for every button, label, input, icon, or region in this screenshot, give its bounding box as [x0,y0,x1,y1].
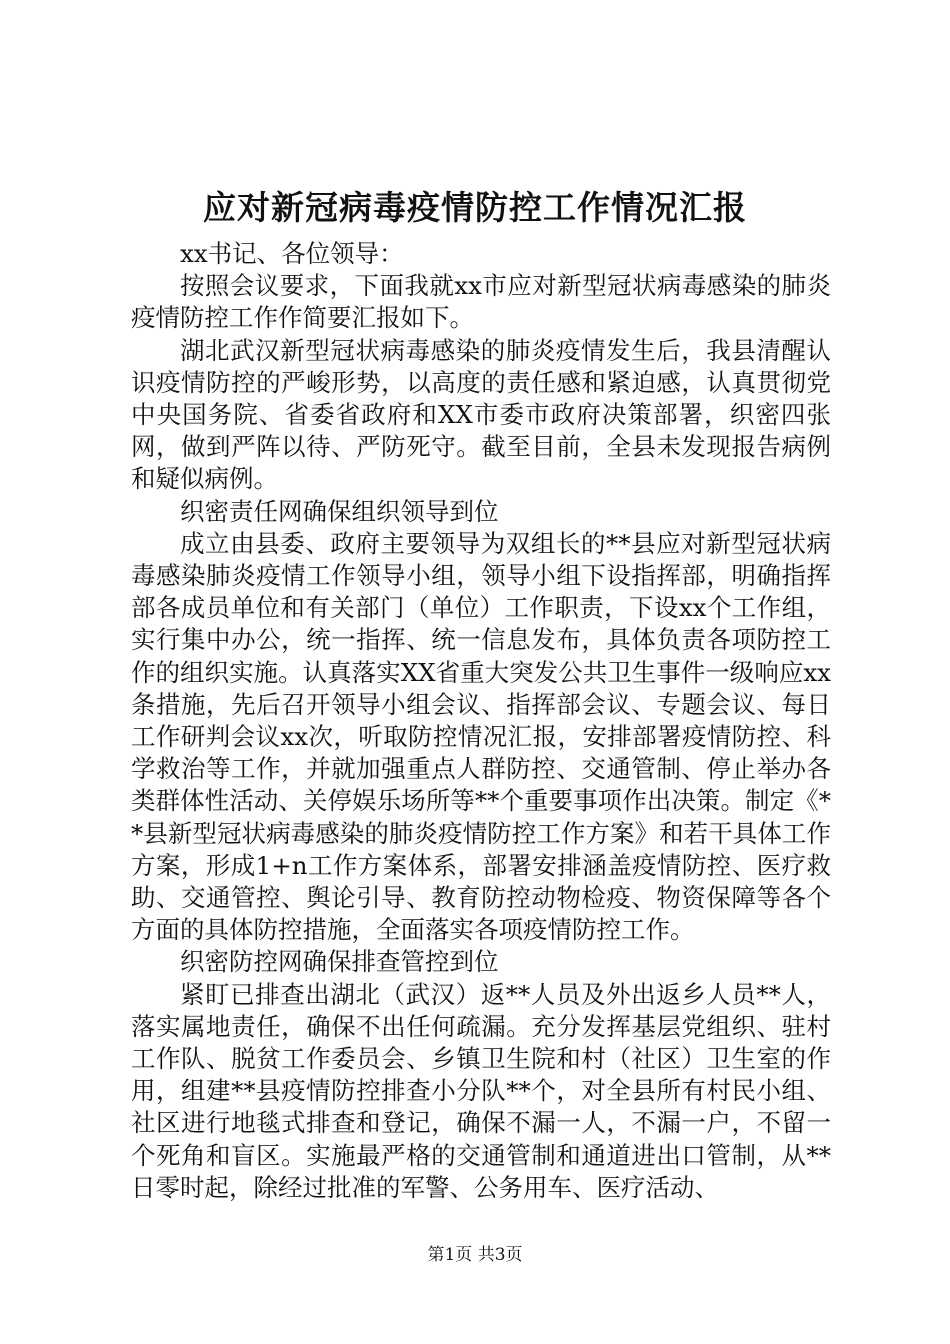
responsibility-paragraph: 成立由县委、政府主要领导为双组长的**县应对新型冠状病毒感染肺炎疫情工作领导小组，领导小组下设指挥部，明确指挥部各成员单位和有关部门（单位）工作职责，下设xx个工作组，实行集中办公，统一指挥、统一信息发布，具体负责各项防控工作的组织实施。认真落实XX省重大突发公共卫生事件一级响应xx条措施，先后召开领导小组会议、指挥部会议、专题会议、每日工作研判会议xx次，听取防控情况汇报，安排部署疫情防控、科学救治等工作，并就加强重点人群防控、交通管制、停止举办各类群体性活动、关停娱乐场所等**个重要事项作出决策。制定《**县新型冠状病毒感染的肺炎疫情防控工作方案》和若干具体工作方案，形成1+n工作方案体系，部署安排涵盖疫情防控、医疗救助、交通管控、舆论引导、教育防控动物检疫、物资保障等各个方面的具体防控措施，全面落实各项疫情防控工作。 [131,528,831,945]
section-heading-prevention: 织密防控网确保排查管控到位 [180,947,499,977]
intro-paragraph: 按照会议要求，下面我就xx市应对新型冠状病毒感染的肺炎疫情防控工作作简要汇报如下。 [131,271,831,333]
section-heading-responsibility: 织密责任网确保组织领导到位 [180,496,499,526]
salutation-paragraph: xx书记、各位领导： [180,239,404,268]
document-title: 应对新冠病毒疫情防控工作情况汇报 [203,188,747,227]
page-indicator: 第1页 共3页 [427,1245,523,1265]
document-body [131,238,831,1204]
overview-paragraph: 湖北武汉新型冠状病毒感染的肺炎疫情发生后，我县清醒认识疫情防控的严峻形势，以高度的责任感和紧迫感，认真贯彻党中央国务院、省委省政府和XX市委市政府决策部署，织密四张网，做到严阵以待、严防死守。截至目前，全县未发现报告病例和疑似病例。 [131,335,831,494]
prevention-paragraph: 紧盯已排查出湖北（武汉）返**人员及外出返乡人员**人，落实属地责任，确保不出任何疏漏。充分发挥基层党组织、驻村工作队、脱贫工作委员会、乡镇卫生院和村（社区）卫生室的作用，组建**县疫情防控排查小分队**个，对全县所有村民小组、社区进行地毯式排查和登记，确保不漏一人，不漏一户，不留一个死角和盲区。实施最严格的交通管制和通道进出口管制，从**日零时起，除经过批准的军警、公务用车、医疗活动、 [131,979,831,1202]
